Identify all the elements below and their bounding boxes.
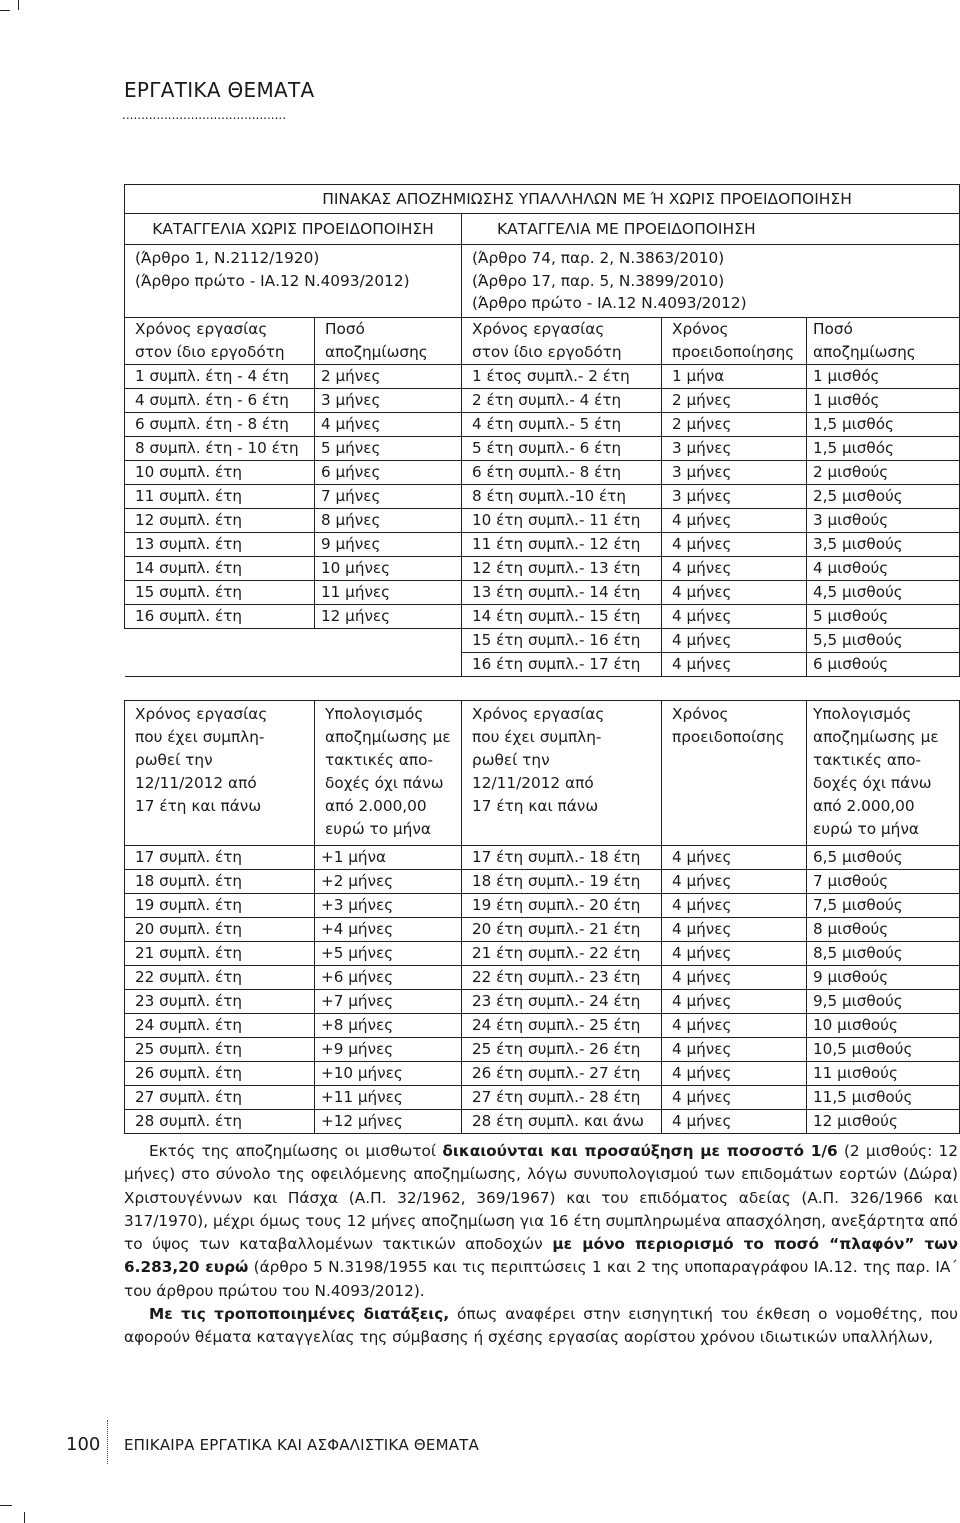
table-cell: 8 μισθούς bbox=[807, 918, 960, 942]
table-cell: 20 έτη συμπλ.- 21 έτη bbox=[462, 918, 662, 942]
table-cell: 4 μήνες bbox=[662, 532, 807, 556]
table-cell: 21 έτη συμπλ.- 22 έτη bbox=[462, 942, 662, 966]
table-cell: 9 μισθούς bbox=[807, 966, 960, 990]
table-cell: 7,5 μισθούς bbox=[807, 894, 960, 918]
table-cell: 21 συμπλ. έτη bbox=[125, 942, 315, 966]
table-row bbox=[125, 484, 960, 508]
table-cell: 25 έτη συμπλ.- 26 έτη bbox=[462, 1038, 662, 1062]
crop-mark bbox=[24, 1512, 25, 1523]
table-row bbox=[125, 532, 960, 556]
table-cell: 12 μήνες bbox=[315, 604, 462, 628]
table-cell: 1 συμπλ. έτη - 4 έτη bbox=[125, 364, 315, 388]
table-row bbox=[125, 846, 960, 870]
table-cell: 2 έτη συμπλ.- 4 έτη bbox=[462, 388, 662, 412]
table-title-row bbox=[125, 185, 960, 214]
table-cell: 8 συμπλ. έτη - 10 έτη bbox=[125, 436, 315, 460]
table-cell: 2 μήνες bbox=[662, 412, 807, 436]
table-cell: 4 μήνες bbox=[662, 1038, 807, 1062]
table-cell: 8 μήνες bbox=[315, 508, 462, 532]
table-row bbox=[125, 652, 960, 676]
table-cell: +12 μήνες bbox=[315, 1110, 462, 1134]
table-row bbox=[125, 388, 960, 412]
table-row bbox=[125, 870, 960, 894]
table-cell: 25 συμπλ. έτη bbox=[125, 1038, 315, 1062]
table-cell: 28 συμπλ. έτη bbox=[125, 1110, 315, 1134]
table-cell: 6,5 μισθούς bbox=[807, 846, 960, 870]
table-row bbox=[125, 604, 960, 628]
table-cell: 10 μήνες bbox=[315, 556, 462, 580]
table-cell: 4 μήνες bbox=[662, 556, 807, 580]
table-cell: 1,5 μισθός bbox=[807, 412, 960, 436]
table-cell: 2 μήνες bbox=[662, 388, 807, 412]
table-cell: 9 μήνες bbox=[315, 532, 462, 556]
table-cell: 28 έτη συμπλ. και άνω bbox=[462, 1110, 662, 1134]
severance-table-17plus bbox=[124, 700, 960, 1134]
column-header: Χρόνος εργασίας στον ίδιο εργοδότη bbox=[125, 317, 315, 364]
article-line: (Άρθρο 17, παρ. 5, Ν.3899/2010) bbox=[472, 271, 725, 290]
table-cell: 18 συμπλ. έτη bbox=[125, 870, 315, 894]
table-cell: 2 μήνες bbox=[315, 364, 462, 388]
severance-table bbox=[124, 184, 960, 677]
crop-mark bbox=[0, 1505, 12, 1506]
table-cell: 10 μισθούς bbox=[807, 1014, 960, 1038]
table-cell: 12 συμπλ. έτη bbox=[125, 508, 315, 532]
table-cell: +7 μήνες bbox=[315, 990, 462, 1014]
table-cell: 4 μήνες bbox=[662, 966, 807, 990]
footer-divider bbox=[107, 1420, 108, 1464]
table-cell: 1 μισθός bbox=[807, 364, 960, 388]
table-cell: 3,5 μισθούς bbox=[807, 532, 960, 556]
table-title: ΠΙΝΑΚΑΣ ΑΠΟΖΗΜΙΩΣΗΣ ΥΠΑΛΛΗΛΩΝ ΜΕ Ή ΧΩΡΙΣ ΠΡΟΕΙΔΟΠΟΙΗΣΗ bbox=[125, 185, 960, 214]
page-heading: ΕΡΓΑΤΙΚΑ ΘΕΜΑΤΑ bbox=[124, 78, 315, 102]
table-cell: 4 μήνες bbox=[662, 604, 807, 628]
table-row bbox=[125, 412, 960, 436]
table-row bbox=[125, 990, 960, 1014]
table-cell: 8 έτη συμπλ.-10 έτη bbox=[462, 484, 662, 508]
table-row bbox=[125, 1110, 960, 1134]
articles-without-notice bbox=[125, 245, 462, 318]
table-row bbox=[125, 1062, 960, 1086]
table-cell: 1 έτος συμπλ.- 2 έτη bbox=[462, 364, 662, 388]
article-line: (Άρθρο πρώτο - ΙΑ.12 Ν.4093/2012) bbox=[472, 294, 747, 312]
article-line: (Άρθρο πρώτο - ΙΑ.12 Ν.4093/2012) bbox=[135, 271, 410, 290]
table-row bbox=[125, 508, 960, 532]
table-cell: 4 μήνες bbox=[662, 894, 807, 918]
table-cell: 4 μήνες bbox=[662, 628, 807, 652]
column-header-row bbox=[125, 317, 960, 364]
article-line: (Άρθρο 74, παρ. 2, Ν.3863/2010) bbox=[472, 249, 725, 267]
table-row bbox=[125, 1086, 960, 1110]
table-row bbox=[125, 1038, 960, 1062]
articles-with-notice bbox=[462, 245, 960, 318]
table-cell: 5 μήνες bbox=[315, 436, 462, 460]
table-cell: 7 μήνες bbox=[315, 484, 462, 508]
table-cell: 15 έτη συμπλ.- 16 έτη bbox=[462, 628, 662, 652]
table-cell: 22 έτη συμπλ.- 23 έτη bbox=[462, 966, 662, 990]
empty-cell bbox=[125, 628, 462, 652]
table-cell: +10 μήνες bbox=[315, 1062, 462, 1086]
column-header: Χρόνος εργασίας στον ίδιο εργοδότη bbox=[462, 317, 662, 364]
table-cell: 4 μισθούς bbox=[807, 556, 960, 580]
table-cell: +4 μήνες bbox=[315, 918, 462, 942]
table-cell: 6 μήνες bbox=[315, 460, 462, 484]
table-cell: 4 μήνες bbox=[662, 1086, 807, 1110]
table-cell: 4 μήνες bbox=[662, 652, 807, 676]
page-number: 100 bbox=[66, 1434, 101, 1455]
table-cell: 1 μισθός bbox=[807, 388, 960, 412]
table-cell: 4 έτη συμπλ.- 5 έτη bbox=[462, 412, 662, 436]
table-cell: +2 μήνες bbox=[315, 870, 462, 894]
table-cell: 4 μήνες bbox=[662, 990, 807, 1014]
table-cell: 11 έτη συμπλ.- 12 έτη bbox=[462, 532, 662, 556]
table-cell: 1,5 μισθός bbox=[807, 436, 960, 460]
paragraph: Με τις τροποποιημένες διατάξεις, όπως αναφέρει στην εισηγητική του έκθεση ο νομοθέτης, που αφορούν θέματα καταγγελίας της σύμβασης ή σχέσης εργασίας αορίστου χρόνου ιδιωτικών υπαλλήλων, bbox=[124, 1305, 958, 1347]
table-row bbox=[125, 918, 960, 942]
table-cell: 3 μήνες bbox=[662, 436, 807, 460]
table-cell: 6 έτη συμπλ.- 8 έτη bbox=[462, 460, 662, 484]
table-cell: 18 έτη συμπλ.- 19 έτη bbox=[462, 870, 662, 894]
table-cell: +6 μήνες bbox=[315, 966, 462, 990]
table-row bbox=[125, 628, 960, 652]
table-cell: 4 συμπλ. έτη - 6 έτη bbox=[125, 388, 315, 412]
table-cell: +1 μήνα bbox=[315, 846, 462, 870]
table-cell: 10 έτη συμπλ.- 11 έτη bbox=[462, 508, 662, 532]
table-cell: 13 συμπλ. έτη bbox=[125, 532, 315, 556]
table-cell: 14 συμπλ. έτη bbox=[125, 556, 315, 580]
table-cell: 6 μισθούς bbox=[807, 652, 960, 676]
section-with-notice: ΚΑΤΑΓΓΕΛΙΑ ΜΕ ΠΡΟΕΙΔΟΠΟΙΗΣΗ bbox=[462, 214, 960, 245]
publication-title: ΕΠΙΚΑΙΡΑ ΕΡΓΑΤΙΚΑ ΚΑΙ ΑΣΦΑΛΙΣΤΙΚΑ ΘΕΜΑΤΑ bbox=[124, 1436, 479, 1454]
table-cell: 5 έτη συμπλ.- 6 έτη bbox=[462, 436, 662, 460]
section-row bbox=[125, 214, 960, 245]
table-cell: 15 συμπλ. έτη bbox=[125, 580, 315, 604]
table-row bbox=[125, 436, 960, 460]
table-cell: 4 μήνες bbox=[662, 580, 807, 604]
table-cell: 4,5 μισθούς bbox=[807, 580, 960, 604]
table-cell: 2 μισθούς bbox=[807, 460, 960, 484]
table-row bbox=[125, 942, 960, 966]
table-row bbox=[125, 1014, 960, 1038]
table-cell: 1 μήνα bbox=[662, 364, 807, 388]
column-header: Υπολογισμός αποζημίωσης με τακτικές απο- δοχές όχι πάνω από 2.000,00 ευρώ το μήνα bbox=[807, 701, 960, 846]
column-header: Χρόνος προειδοποίησης bbox=[662, 317, 807, 364]
table-cell: +8 μήνες bbox=[315, 1014, 462, 1038]
table-cell: 22 συμπλ. έτη bbox=[125, 966, 315, 990]
table-cell: +11 μήνες bbox=[315, 1086, 462, 1110]
table-cell: +3 μήνες bbox=[315, 894, 462, 918]
table-row bbox=[125, 556, 960, 580]
heading-dotted-rule: ........................................... bbox=[122, 108, 287, 122]
table-cell: 11,5 μισθούς bbox=[807, 1086, 960, 1110]
table-cell: 14 έτη συμπλ.- 15 έτη bbox=[462, 604, 662, 628]
table-cell: 17 συμπλ. έτη bbox=[125, 846, 315, 870]
table-cell: +9 μήνες bbox=[315, 1038, 462, 1062]
section-without-notice: ΚΑΤΑΓΓΕΛΙΑ ΧΩΡΙΣ ΠΡΟΕΙΔΟΠΟΙΗΣΗ bbox=[125, 214, 462, 245]
articles-row bbox=[125, 245, 960, 318]
table-cell: 19 έτη συμπλ.- 20 έτη bbox=[462, 894, 662, 918]
table-cell: 10,5 μισθούς bbox=[807, 1038, 960, 1062]
table-cell: 16 συμπλ. έτη bbox=[125, 604, 315, 628]
column-header: Χρόνος προειδοποίσης bbox=[662, 701, 807, 846]
table-cell: 16 έτη συμπλ.- 17 έτη bbox=[462, 652, 662, 676]
column-header: Ποσό αποζημίωσης bbox=[807, 317, 960, 364]
paragraph: Εκτός της αποζημίωσης οι μισθωτοί δικαιούνται και προσαύξηση με ποσοστό 1/6 (2 μισθούς: 12 μήνες) στο σύνολο της οφειλόμενης αποζημίωσης, λόγω συνυπολογισμού των επιδομάτων εορτών (Δώρα) Χριστουγέννων και Πάσχα (Α.Π. 32/1962, 369/1967) και του επιδόματος αδείας (Α.Π. 326/1966 και 317/1970), μέχρι όμως τους 12 μήνες αποζημίωση για 16 έτη συμπληρωμένα απασχόληση, ανεξάρτητα από το ύψος των καταβαλλομένων τακτικών αποδοχών με μόνο περιορισμό το ποσό “πλαφόν” των 6.283,20 ευρώ (άρθρο 5 Ν.3198/1955 και τις περιπτώσεις 1 και 2 της υποπαραγράφου ΙΑ.12. της παρ. ΙΑ΄ του άρθρου πρώτου του Ν.4093/2012). bbox=[124, 1142, 958, 1300]
table-cell: 13 έτη συμπλ.- 14 έτη bbox=[462, 580, 662, 604]
table-row bbox=[125, 460, 960, 484]
table-row bbox=[125, 580, 960, 604]
table-cell: 7 μισθούς bbox=[807, 870, 960, 894]
table-cell: 4 μήνες bbox=[315, 412, 462, 436]
table-cell: 4 μήνες bbox=[662, 1110, 807, 1134]
column-header: Χρόνος εργασίας που έχει συμπλη- ρωθεί την 12/11/2012 από 17 έτη και πάνω bbox=[462, 701, 662, 846]
crop-mark bbox=[18, 0, 19, 10]
table-cell: 3 μισθούς bbox=[807, 508, 960, 532]
column-header: Ποσό αποζημίωσης bbox=[315, 317, 462, 364]
table-cell: 26 έτη συμπλ.- 27 έτη bbox=[462, 1062, 662, 1086]
body-text bbox=[124, 1140, 958, 1350]
table-cell: 23 συμπλ. έτη bbox=[125, 990, 315, 1014]
table-cell: 23 έτη συμπλ.- 24 έτη bbox=[462, 990, 662, 1014]
table-cell: 4 μήνες bbox=[662, 1062, 807, 1086]
table-cell: 6 συμπλ. έτη - 8 έτη bbox=[125, 412, 315, 436]
table-cell: 4 μήνες bbox=[662, 942, 807, 966]
table-cell: 27 έτη συμπλ.- 28 έτη bbox=[462, 1086, 662, 1110]
table-cell: 3 μήνες bbox=[662, 460, 807, 484]
table-cell: 12 μισθούς bbox=[807, 1110, 960, 1134]
table-cell: 9,5 μισθούς bbox=[807, 990, 960, 1014]
table-cell: 11 μήνες bbox=[315, 580, 462, 604]
table-cell: 20 συμπλ. έτη bbox=[125, 918, 315, 942]
table-cell: 19 συμπλ. έτη bbox=[125, 894, 315, 918]
table-cell: 12 έτη συμπλ.- 13 έτη bbox=[462, 556, 662, 580]
table-cell: 4 μήνες bbox=[662, 918, 807, 942]
article-line: (Άρθρο 1, Ν.2112/1920) bbox=[135, 249, 320, 267]
table-cell: 17 έτη συμπλ.- 18 έτη bbox=[462, 846, 662, 870]
table-cell: 3 μήνες bbox=[315, 388, 462, 412]
table-row bbox=[125, 364, 960, 388]
table-cell: 8,5 μισθούς bbox=[807, 942, 960, 966]
crop-mark bbox=[0, 10, 10, 11]
table-cell: 10 συμπλ. έτη bbox=[125, 460, 315, 484]
table-cell: 11 μισθούς bbox=[807, 1062, 960, 1086]
table-cell: 2,5 μισθούς bbox=[807, 484, 960, 508]
table-cell: 4 μήνες bbox=[662, 508, 807, 532]
table-cell: 24 συμπλ. έτη bbox=[125, 1014, 315, 1038]
table-cell: 11 συμπλ. έτη bbox=[125, 484, 315, 508]
table-row bbox=[125, 966, 960, 990]
table-cell: 3 μήνες bbox=[662, 484, 807, 508]
table-cell: 4 μήνες bbox=[662, 846, 807, 870]
table-cell: +5 μήνες bbox=[315, 942, 462, 966]
table-cell: 4 μήνες bbox=[662, 870, 807, 894]
table-cell: 4 μήνες bbox=[662, 1014, 807, 1038]
table-cell: 24 έτη συμπλ.- 25 έτη bbox=[462, 1014, 662, 1038]
column-header: Χρόνος εργασίας που έχει συμπλη- ρωθεί την 12/11/2012 από 17 έτη και πάνω bbox=[125, 701, 315, 846]
column-header: Υπολογισμός αποζημίωσης με τακτικές απο- δοχές όχι πάνω από 2.000,00 ευρώ το μήνα bbox=[315, 701, 462, 846]
table-cell: 5 μισθούς bbox=[807, 604, 960, 628]
column-header-row bbox=[125, 701, 960, 846]
table-cell: 5,5 μισθούς bbox=[807, 628, 960, 652]
table-cell: 27 συμπλ. έτη bbox=[125, 1086, 315, 1110]
table-row bbox=[125, 894, 960, 918]
table-cell: 26 συμπλ. έτη bbox=[125, 1062, 315, 1086]
empty-cell bbox=[125, 652, 462, 676]
